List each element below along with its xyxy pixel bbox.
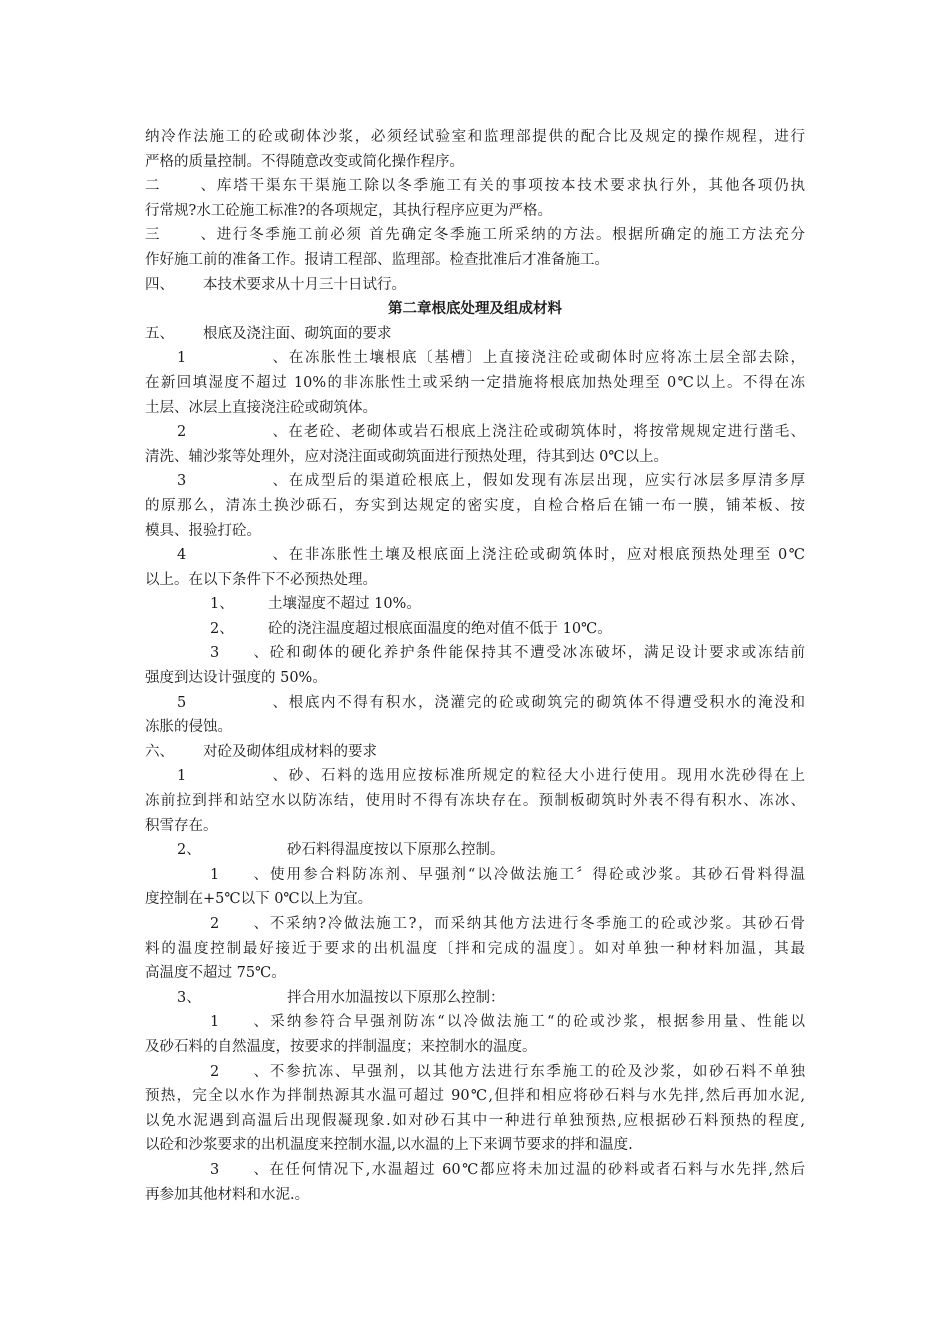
subitem-number: 1、	[210, 596, 234, 613]
subitem-text: 不参抗冻、早强剂，以其他方法进行东季施工的砼及沙浆，如砂石料不单独	[268, 1063, 805, 1080]
text-line: 冻胀的侵蚀。	[145, 719, 232, 736]
subitem-number: 1、	[210, 866, 268, 883]
item-number: 1、	[177, 350, 287, 367]
subitem-text: 使用参合料防冻剂、早强剂“以冷做法施工〞得砼或沙浆。其砂石骨料得温	[268, 866, 805, 883]
subitem-text: 采纳参符合早强剂防冻“以冷做法施工“的砼或沙浆，根据参用量、性能以	[268, 1014, 805, 1031]
clause-text: 本技术要求从十月三十日试行。	[203, 276, 406, 293]
clause-text: 对砼及砌体组成材料的要求	[203, 743, 377, 760]
item-6-2	[145, 838, 805, 863]
clause-6	[145, 740, 805, 765]
subitem-1	[145, 1010, 805, 1035]
subitem-2	[145, 617, 805, 642]
item-number: 1、	[177, 768, 287, 785]
text-line: 以砼和沙浆要求的出机温度来控制水温,以水温的上下来调节要求的拌和温度.	[145, 1137, 633, 1154]
text-line: 以免水泥遇到高温后出现假凝现象.如对砂石其中一种进行单独预热,应根据砂石料预热的程度,	[145, 1112, 805, 1129]
text-line: 高温度不超过 75℃。	[145, 965, 286, 982]
text-line: 在新回填湿度不超过 10%的非冻胀性土或采纳一定措施将根底加热处理至 0℃以上。不得在冻	[145, 374, 805, 391]
chapter-heading: 第二章根底处理及组成材料	[388, 300, 562, 318]
clause-text: 进行冬季施工前必须 首先确定冬季施工所采纳的方法。根据所确定的施工方法充分	[215, 227, 805, 244]
item-text: 在非冻胀性土壤及根底面上浇注砼或砌筑体时，应对根底预热处理至 0℃	[287, 547, 805, 564]
item-5-4	[145, 543, 805, 568]
text-line: 冻前拉到拌和站空水以防冻结，使用时不得有冻块存在。预制板砌筑时外表不得有积水、冻冰、	[145, 793, 805, 810]
text-line: 料的温度控制最好接近于要求的出机温度〔拌和完成的温度〕。如对单独一种材料加温，其最	[145, 940, 805, 957]
item-5-2	[145, 420, 805, 445]
clause-text: 根底及浇注面、砌筑面的要求	[203, 325, 392, 342]
subitem-text: 砼的浇注温度超过根底面温度的绝对值不低于 10℃。	[268, 620, 612, 637]
text-line: 度控制在+5℃以下 0℃以上为宜。	[145, 891, 373, 908]
clause-number: 四、	[145, 276, 174, 293]
subitem-3	[145, 641, 805, 666]
subitem-1	[145, 863, 805, 888]
clause-2	[145, 174, 805, 199]
text-line: 以上。在以下条件下不必预热处理。	[145, 571, 377, 588]
text-line: 强度到达设计强度的 50%。	[145, 670, 327, 687]
item-number: 2、	[177, 842, 201, 859]
item-text: 根底内不得有积水，浇灌完的砼或砌筑完的砌筑体不得遭受积水的淹没和	[287, 694, 805, 711]
text-line: 作好施工前的准备工作。报请工程部、监理部。检查批准后才准备施工。	[145, 251, 609, 268]
clause-number: 五、	[145, 325, 174, 342]
text-line: 严格的质量控制。不得随意改变或简化操作程序。	[145, 153, 464, 170]
item-number: 3、	[177, 989, 201, 1006]
item-6-3	[145, 986, 805, 1011]
document-body	[145, 125, 805, 1207]
item-number: 2、	[177, 424, 287, 441]
item-text: 拌合用水加温按以下原那么控制：	[287, 989, 505, 1006]
subitem-3	[145, 1158, 805, 1183]
item-text: 砂石料得温度按以下原那么控制。	[287, 842, 505, 859]
text-line: 清洗、辅沙浆等处理外，应对浇注面或砌筑面进行预热处理，待其到达 0℃以上。	[145, 448, 669, 465]
subitem-number: 3、	[210, 645, 268, 662]
subitem-2	[145, 1060, 805, 1085]
item-5-1	[145, 346, 805, 371]
subitem-number: 2、	[210, 620, 234, 637]
text-line: 的原那么，清冻土换沙砾石，夯实到达规定的密实度，自检合格后在铺一布一膜，铺苯板、按	[145, 497, 805, 514]
clause-number: 六、	[145, 743, 174, 760]
subitem-text: 在任何情况下,水温超过 60℃都应将未加过温的砂料或者石料与水先拌,然后	[268, 1161, 805, 1178]
subitem-number: 3、	[210, 1161, 268, 1178]
item-text: 在老砼、老砌体或岩石根底上浇注砼或砌筑体时，将按常规规定进行凿毛、	[287, 424, 805, 441]
subitem-number: 2、	[210, 1063, 268, 1080]
item-5-3	[145, 469, 805, 494]
text-line: 预热，完全以水作为拌制热源其水温可超过 90℃,但拌和相应将砂石料与水先拌,然后再加水泥,	[145, 1088, 805, 1105]
clause-4	[145, 273, 805, 298]
text-line: 再参加其他材料和水泥.。	[145, 1186, 310, 1203]
clause-text: 库塔干渠东干渠施工除以冬季施工有关的事项按本技术要求执行外，其他各项仍执	[215, 178, 805, 195]
text-line: 纳冷作法施工的砼或砌体沙浆，必须经试验室和监理部提供的配合比及规定的操作规程，进行	[145, 129, 805, 145]
text-line: 积雪存在。	[145, 817, 218, 834]
subitem-2	[145, 912, 805, 937]
text-line: 土层、冰层上直接浇注砼或砌筑体。	[145, 399, 377, 416]
subitem-text: 不采纳?冷做法施工?，而采纳其他方法进行冬季施工的砼或沙浆。其砂石骨	[268, 916, 805, 932]
clause-number: 三、	[145, 227, 215, 244]
text-line: 行常规?水工砼施工标准?的各项规定，其执行程序应更为严格。	[145, 202, 553, 219]
text-line: 模具、报验打砼。	[145, 522, 261, 539]
subitem-number: 2、	[210, 916, 268, 932]
item-5-5	[145, 691, 805, 716]
clause-3	[145, 223, 805, 248]
item-number: 4、	[177, 547, 287, 564]
subitem-text: 砼和砌体的硬化养护条件能保持其不遭受冰冻破坏，满足设计要求或冻结前	[268, 645, 805, 662]
item-text: 在成型后的渠道砼根底上，假如发现有冻层出现，应实行冰层多厚清多厚	[287, 473, 805, 490]
item-text: 在冻胀性土壤根底〔基槽〕上直接浇注砼或砌体时应将冻土层全部去除，	[287, 350, 805, 367]
item-number: 5、	[177, 694, 287, 711]
item-text: 砂、石料的选用应按标准所规定的粒径大小进行使用。现用水洗砂得在上	[287, 768, 805, 785]
subitem-text: 土壤湿度不超过 10%。	[268, 596, 421, 613]
item-number: 3、	[177, 473, 287, 490]
clause-number: 二、	[145, 178, 215, 195]
text-line: 及砂石料的自然温度，按要求的拌制温度；来控制水的温度。	[145, 1038, 537, 1055]
clause-5	[145, 322, 805, 347]
subitem-1	[145, 592, 805, 617]
item-6-1	[145, 764, 805, 789]
subitem-number: 1、	[210, 1014, 268, 1031]
